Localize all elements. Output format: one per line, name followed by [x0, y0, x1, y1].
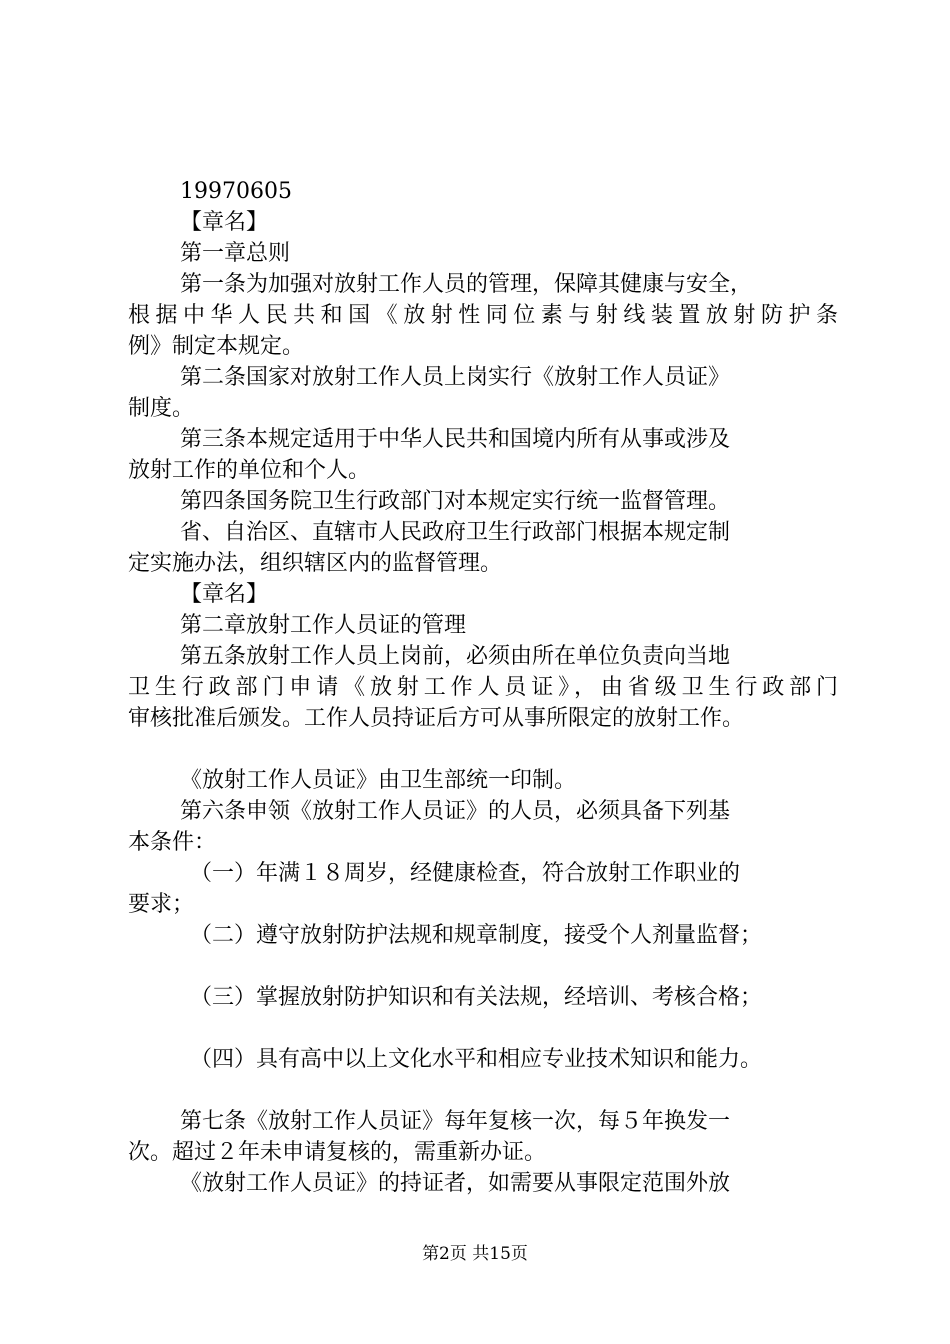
article-1-line: 根据中华人民共和国《放射性同位素与射线装置放射防护条	[128, 303, 838, 328]
article-3-line: 第三条本规定适用于中华人民共和国境内所有从事或涉及	[180, 427, 731, 452]
article-2-line: 第二条国家对放射工作人员上岗实行《放射工作人员证》	[180, 365, 731, 390]
article-3-line: 放射工作的单位和个人。	[128, 458, 371, 483]
condition-item-line: （三）掌握放射防护知识和有关法规，经培训、考核合格；	[190, 985, 763, 1010]
article-2-line: 制度。	[128, 396, 195, 421]
article-5-line: 第五条放射工作人员上岗前，必须由所在单位负责向当地	[180, 644, 731, 669]
article-1-line: 例》制定本规定。	[128, 334, 305, 359]
article-4-line: 第四条国务院卫生行政部门对本规定实行统一监督管理。	[180, 489, 731, 514]
condition-item-line: （二）遵守放射防护法规和规章制度，接受个人剂量监督；	[190, 923, 763, 948]
chapter-marker: 【章名】	[180, 582, 269, 607]
article-6-line: 本条件：	[128, 830, 217, 855]
article-7-line: 次。超过２年未申请复核的，需重新办证。	[128, 1140, 547, 1165]
blank-line	[128, 1013, 838, 1044]
article-6-line: 第六条申领《放射工作人员证》的人员，必须具备下列基	[180, 799, 731, 824]
condition-item-line: 要求；	[128, 892, 195, 917]
article-5-line: 卫生行政部门申请《放射工作人员证》，由省级卫生行政部门	[128, 675, 838, 700]
document-body	[128, 176, 838, 1199]
condition-item-line: （一）年满１８周岁，经健康检查，符合放射工作职业的	[190, 861, 741, 886]
chapter-marker: 【章名】	[180, 210, 269, 235]
chapter-title: 第二章放射工作人员证的管理	[180, 613, 467, 638]
article-7-line: 第七条《放射工作人员证》每年复核一次，每５年换发一	[180, 1109, 731, 1134]
blank-line	[128, 1075, 838, 1106]
article-4-paragraph-line: 定实施办法，组织辖区内的监督管理。	[128, 551, 503, 576]
page-number-footer: 第2页 共15页	[422, 1244, 528, 1264]
blank-line	[128, 734, 838, 765]
condition-item-line: （四）具有高中以上文化水平和相应专业技术知识和能力。	[190, 1047, 763, 1072]
article-5-paragraph-line: 《放射工作人员证》由卫生部统一印制。	[180, 768, 577, 793]
article-4-paragraph-line: 省、自治区、直辖市人民政府卫生行政部门根据本规定制	[180, 520, 731, 545]
article-1-line: 第一条为加强对放射工作人员的管理，保障其健康与安全，	[180, 272, 753, 297]
chapter-title: 第一章总则	[180, 241, 291, 266]
blank-line	[128, 951, 838, 982]
article-5-line: 审核批准后颁发。工作人员持证后方可从事所限定的放射工作。	[128, 706, 745, 731]
article-7-paragraph-line: 《放射工作人员证》的持证者，如需要从事限定范围外放	[180, 1171, 731, 1196]
date-code: 19970605	[180, 179, 292, 204]
